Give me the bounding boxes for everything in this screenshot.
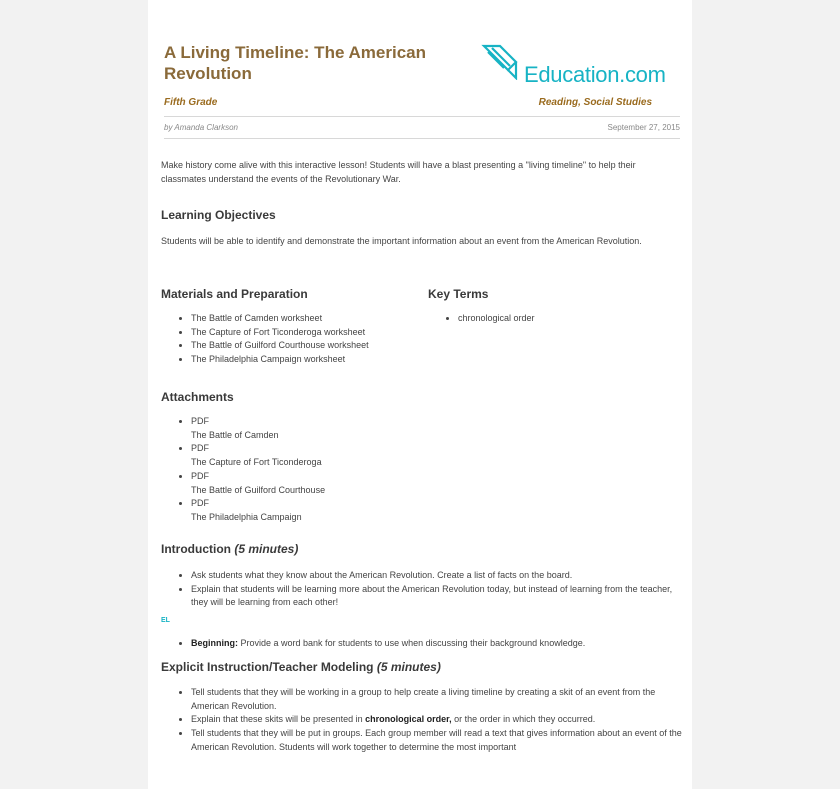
attachment-link[interactable]: The Capture of Fort Ticonderoga — [191, 457, 322, 468]
el-label: EL — [161, 617, 170, 624]
el-level-text: Provide a word bank for students to use when discussing their background knowledge. — [240, 638, 586, 648]
el-support-list — [161, 637, 691, 651]
attachment-type: • PDF — [191, 443, 209, 454]
author-date-row — [164, 123, 680, 132]
introduction-heading — [161, 542, 298, 556]
list-item: • The Capture of Fort Ticonderoga worksheet — [191, 326, 431, 340]
explicit-instruction-heading — [161, 660, 441, 674]
el-level-label: Beginning: — [191, 638, 238, 648]
explicit-instruction-list — [161, 686, 691, 755]
materials-heading: Materials and Preparation — [161, 287, 308, 301]
list-item: • Tell students that they will be working in a group to help create a living timeline by creating a skit of an event from the American Revolution. — [191, 686, 691, 713]
attachment-item[interactable] — [191, 470, 491, 497]
attachment-link[interactable]: The Battle of Camden — [191, 429, 279, 440]
item-text: or the order in which they occurred. — [454, 714, 596, 725]
key-terms-heading: Key Terms — [428, 287, 489, 301]
attachment-type: • PDF — [191, 470, 209, 481]
introduction-list — [161, 569, 691, 610]
attachment-item[interactable] — [191, 442, 491, 469]
list-item: • Tell students that they will be put in groups. Each group member will read a text that gives information about an event of the American Revolution. Students will work together to determine the most important — [191, 727, 691, 754]
author-byline: by Amanda Clarkson — [164, 123, 238, 132]
list-item: • The Battle of Camden worksheet — [191, 312, 431, 326]
grade-level: Fifth Grade — [164, 97, 218, 108]
grade-subject-row — [164, 97, 680, 108]
attachment-link[interactable]: The Battle of Guilford Courthouse — [191, 484, 326, 495]
attachment-item[interactable] — [191, 415, 491, 442]
list-item — [191, 637, 691, 651]
list-item: • Ask students what they know about the American Revolution. Create a list of facts on the board. — [191, 569, 691, 583]
list-item: • Explain that students will be learning more about the American Revolution today, but instead of learning from the teacher, they will be learning from each other! — [191, 583, 691, 610]
list-item: • The Battle of Guilford Courthouse worksheet — [191, 339, 431, 353]
lesson-summary: Make history come alive with this interactive lesson! Students will have a blast presenting a "living timeline" to help their classmates understand the events of the Revolutionary War. — [161, 160, 636, 184]
list-item — [191, 713, 691, 727]
key-term-chronological-order: chronological order, — [365, 714, 452, 725]
attachment-item[interactable] — [191, 497, 491, 524]
publish-date: September 27, 2015 — [607, 123, 680, 132]
education-com-logo[interactable] — [478, 42, 688, 87]
header-divider — [164, 116, 680, 117]
materials-list — [161, 312, 431, 367]
attachment-type: • PDF — [191, 416, 209, 426]
key-terms-list — [428, 312, 692, 326]
logo-text: Education.com — [524, 62, 666, 87]
introduction-time: (5 minutes) — [234, 542, 299, 556]
explicit-instruction-time: (5 minutes) — [376, 660, 441, 674]
list-item: • chronological order — [458, 312, 692, 326]
subject-list: Reading, Social Studies — [538, 97, 652, 108]
meta-divider — [164, 138, 680, 139]
attachment-link[interactable]: The Philadelphia Campaign — [191, 511, 302, 522]
document-page — [148, 0, 692, 789]
list-item: • The Philadelphia Campaign worksheet — [191, 353, 431, 367]
explicit-instruction-title: Explicit Instruction/Teacher Modeling — [161, 660, 374, 674]
attachment-type: • PDF — [191, 498, 209, 509]
lesson-title: A Living Timeline: The American Revolution — [164, 43, 426, 83]
pencil-logo-icon — [478, 42, 522, 80]
learning-objectives-text: Students will be able to identify and demonstrate the important information about an event from the American Revolution. — [161, 236, 642, 246]
introduction-title: Introduction — [161, 542, 231, 556]
attachments-list — [161, 415, 491, 525]
learning-objectives-heading: Learning Objectives — [161, 208, 276, 222]
item-text: Explain that these skits will be presented in — [191, 714, 363, 725]
attachments-heading: Attachments — [161, 390, 234, 404]
